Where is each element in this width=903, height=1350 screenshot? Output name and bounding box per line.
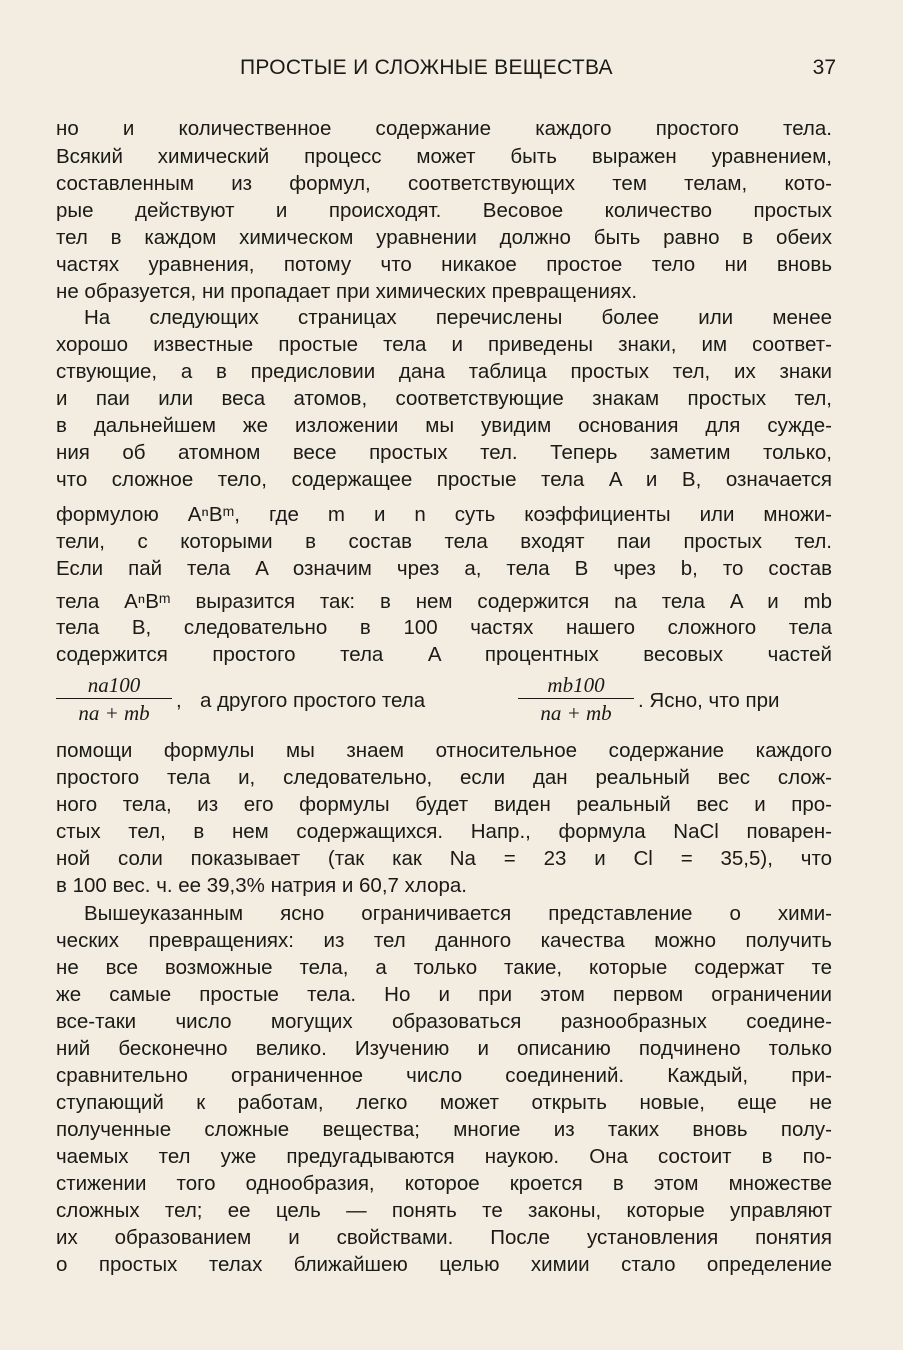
fraction-numerator: mb100	[547, 673, 605, 697]
text-line: тели, с которыми в состав тела входят паи простых тел.	[56, 530, 832, 553]
text-line: рые действуют и происходят. Весовое количество простых	[56, 199, 832, 222]
formula-middle-text: а другого простого тела	[200, 689, 426, 712]
text-line: сложных тел; ее цель — понять те законы, которые управляют	[56, 1199, 832, 1222]
text-line: в дальнейшем же изложении мы увидим основания для сужде-	[56, 414, 832, 437]
text-line: все-таки число могущих образоваться разнообразных соедине-	[56, 1010, 832, 1033]
fraction-na	[56, 672, 172, 727]
text-line: помощи формулы мы знаем относительное содержание каждого	[56, 739, 832, 762]
formula-tail-text: . Ясно, что при	[638, 689, 780, 712]
text-line: чаемых тел уже предугадываются наукою. Она состоит в по-	[56, 1145, 832, 1168]
text-line: стых тел, в нем содержащихся. Напр., формула NaCl поварен-	[56, 820, 832, 843]
text-line: в 100 вес. ч. ее 39,3% натрия и 60,7 хлора.	[56, 874, 467, 897]
text-line: стижении того однообразия, которое кроется в этом множестве	[56, 1172, 832, 1195]
text-line: частях уравнения, потому что никакое простое тело ни вновь	[56, 253, 832, 276]
text-line: ступающий к работам, легко может открыть новые, еще не	[56, 1091, 832, 1114]
fraction-mb	[518, 672, 634, 727]
text-line: тел в каждом химическом уравнении должно быть равно в обеих	[56, 226, 832, 249]
text-line: ния об атомном весе простых тел. Теперь заметим только,	[56, 441, 832, 464]
text-line: составленным из формул, соответствующих тем телам, кото-	[56, 172, 832, 195]
text-line: хорошо известные простые тела и приведены знаки, им соответ-	[56, 333, 832, 356]
text-line: их образованием и свойствами. После установления понятия	[56, 1226, 832, 1249]
fraction-denominator: na + mb	[540, 701, 612, 725]
running-header: ПРОСТЫЕ И СЛОЖНЫЕ ВЕЩЕСТВА	[240, 56, 613, 79]
text-line: формулою AⁿBᵐ, где m и n суть коэффициенты или множи-	[56, 503, 832, 526]
text-line: полученные сложные вещества; многие из таких вновь полу-	[56, 1118, 832, 1141]
text-line: но и количественное содержание каждого простого тела.	[56, 117, 832, 140]
text-line: и паи или веса атомов, соответствующие знакам простых тел,	[56, 387, 832, 410]
text-line: о простых телах ближайшею целью химии стало определение	[56, 1253, 832, 1276]
fraction-denominator: na + mb	[78, 701, 150, 725]
text-line: не все возможные тела, а только такие, которые содержат те	[56, 956, 832, 979]
text-line: сравнительно ограниченное число соединений. Каждый, при-	[56, 1064, 832, 1087]
text-line: ческих превращениях: из тел данного качества можно получить	[56, 929, 832, 952]
formula-comma: ,	[176, 689, 182, 712]
page-number: 37	[812, 56, 836, 79]
text-line: ствующие, а в предисловии дана таблица простых тел, их знаки	[56, 360, 832, 383]
text-line: не образуется, ни пропадает при химических превращениях.	[56, 280, 638, 303]
text-line: ного тела, из его формулы будет виден реальный вес и про-	[56, 793, 832, 816]
text-line: тела AⁿBᵐ выразится так: в нем содержится na тела A и mb	[56, 590, 832, 613]
text-line: ной соли показывает (так как Na = 23 и Cl = 35,5), что	[56, 847, 832, 870]
text-line: Вышеуказанным ясно ограничивается представление о хими-	[84, 902, 832, 925]
text-line: ний бесконечно велико. Изучению и описанию подчинено только	[56, 1037, 832, 1060]
text-line: простого тела и, следовательно, если дан реальный вес слож-	[56, 766, 832, 789]
text-line: Всякий химический процесс может быть выражен уравнением,	[56, 145, 832, 168]
text-line: тела B, следовательно в 100 частях нашего сложного тела	[56, 616, 832, 639]
text-line: На следующих страницах перечислены более или менее	[84, 306, 832, 329]
text-line: Если пай тела A означим чрез a, тела B чрез b, то состав	[56, 557, 832, 580]
text-line: содержится простого тела A процентных весовых частей	[56, 643, 832, 666]
text-line: же самые простые тела. Но и при этом первом ограничении	[56, 983, 832, 1006]
text-line: что сложное тело, содержащее простые тела A и B, означается	[56, 468, 832, 491]
fraction-numerator: na100	[87, 673, 141, 697]
formula-row	[56, 672, 832, 734]
